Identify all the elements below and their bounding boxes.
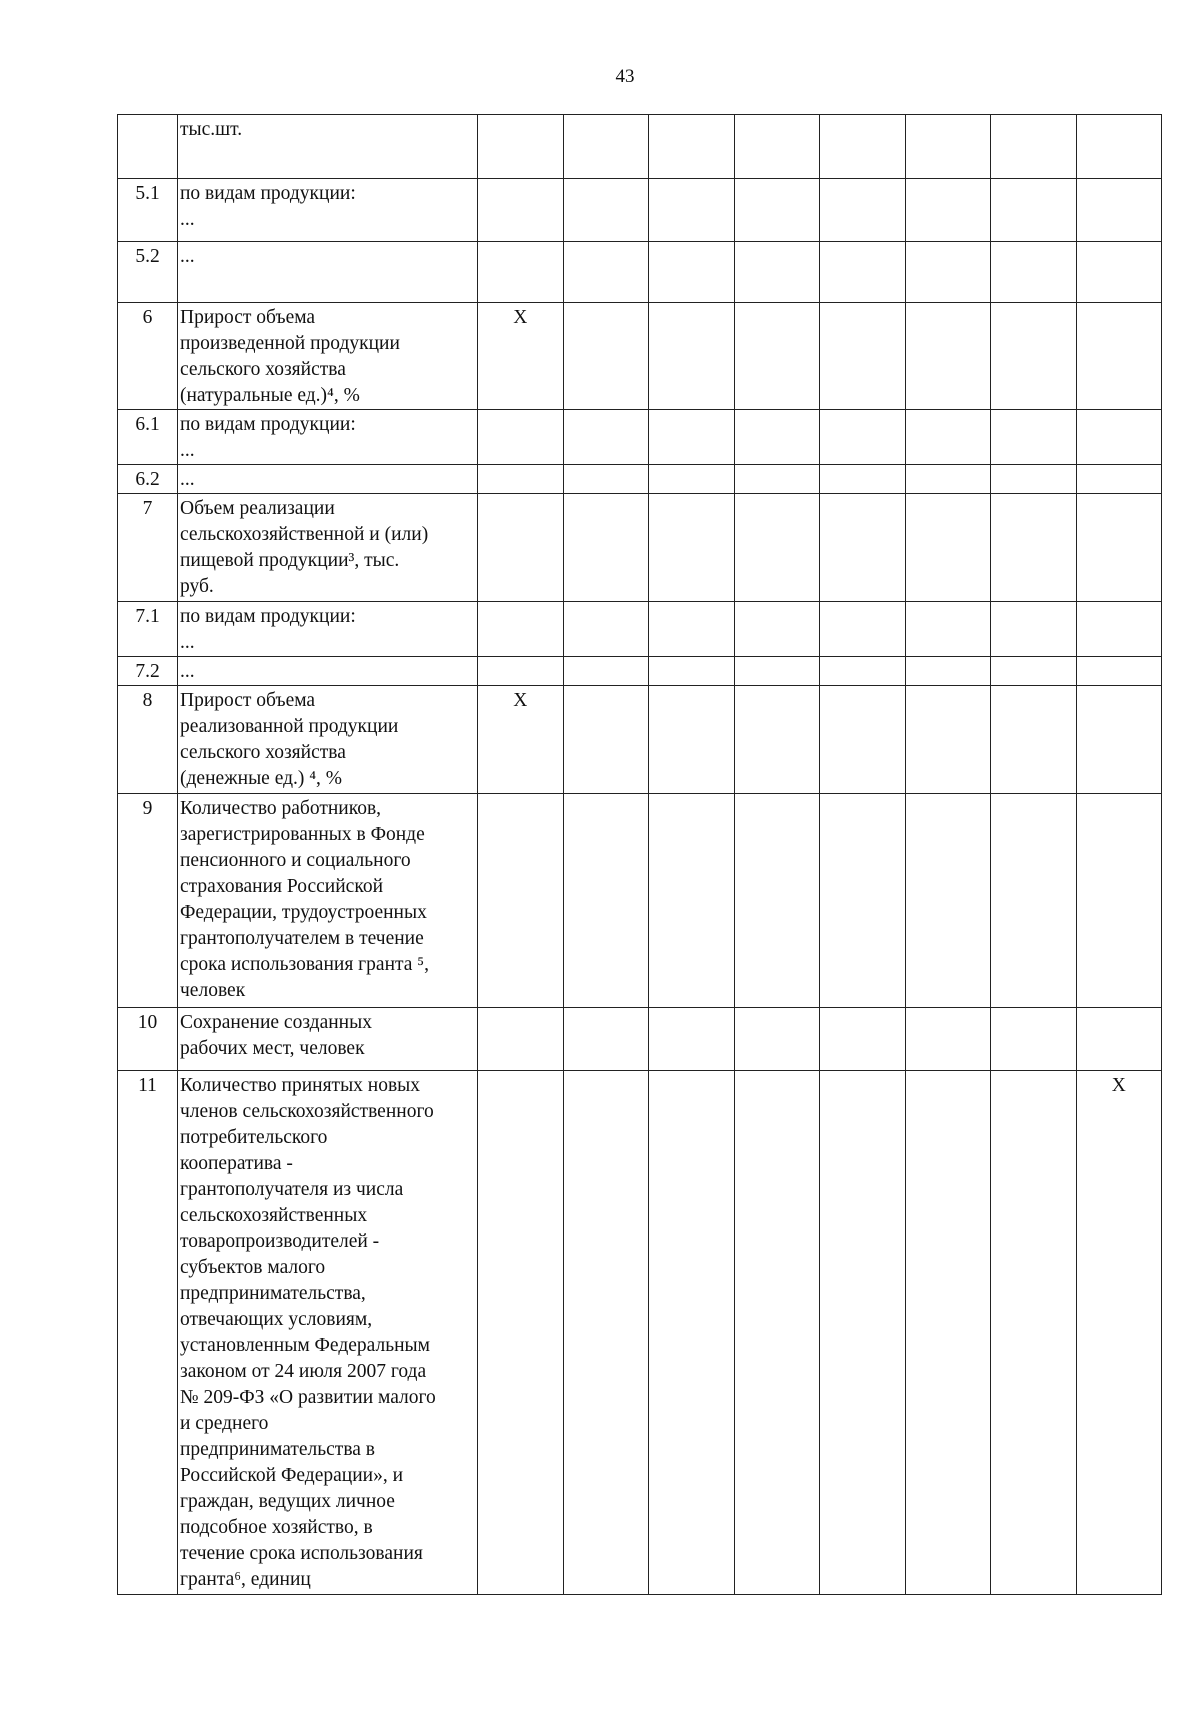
value-cell [563,1008,649,1071]
value-cell [734,494,820,602]
table-row [118,686,1162,794]
table-row [118,242,1162,303]
indicators-table [117,114,1162,1595]
value-cell [563,242,649,303]
value-cell [820,303,906,410]
value-cell [478,1071,564,1595]
indicator-name: Объем реализации сельскохозяйственной и (или) пищевой продукции³, тыс. руб. [178,494,478,602]
value-cell [820,465,906,494]
row-number [118,115,178,179]
table-row [118,494,1162,602]
table-row [118,115,1162,179]
value-cell [478,115,564,179]
value-cell [734,179,820,242]
value-cell [1076,303,1162,410]
value-cell [563,686,649,794]
value-cell [563,465,649,494]
value-cell [563,794,649,1008]
row-number: 6 [118,303,178,410]
value-cell [991,657,1077,686]
value-cell [991,465,1077,494]
value-cell [734,686,820,794]
value-cell [991,686,1077,794]
value-cell [991,410,1077,465]
value-cell [734,410,820,465]
value-cell [820,410,906,465]
value-cell [905,115,991,179]
value-cell [563,602,649,657]
value-cell [991,115,1077,179]
value-cell [649,686,735,794]
value-cell [649,657,735,686]
row-number: 9 [118,794,178,1008]
value-cell [1076,602,1162,657]
table-row [118,602,1162,657]
table-row [118,410,1162,465]
value-cell [563,494,649,602]
value-cell [820,115,906,179]
value-cell [1076,465,1162,494]
value-cell [991,794,1077,1008]
value-cell [649,179,735,242]
indicator-name: Количество работников, зарегистрированных в Фонде пенсионного и социального страхования Российской Федерации, трудоустроенных грантополучателем в течение срока использования гранта ⁵, человек [178,794,478,1008]
value-cell [905,494,991,602]
value-cell [991,179,1077,242]
indicator-name: ... [178,242,478,303]
value-cell [991,494,1077,602]
value-cell [820,794,906,1008]
value-cell [905,242,991,303]
value-cell [478,179,564,242]
value-cell [905,657,991,686]
indicator-name: тыс.шт. [178,115,478,179]
row-number: 5.1 [118,179,178,242]
value-cell [563,657,649,686]
value-cell [820,686,906,794]
value-cell [1076,1008,1162,1071]
value-cell [478,794,564,1008]
indicator-name: Прирост объема произведенной продукции сельского хозяйства (натуральные ед.)⁴, % [178,303,478,410]
indicator-name: Сохранение созданных рабочих мест, человек [178,1008,478,1071]
value-cell [478,242,564,303]
table-row [118,179,1162,242]
value-cell [478,1008,564,1071]
value-cell [734,794,820,1008]
value-cell [649,794,735,1008]
value-cell [563,179,649,242]
value-cell [563,410,649,465]
value-cell [649,242,735,303]
table-row [118,1008,1162,1071]
value-cell [1076,794,1162,1008]
table-row [118,303,1162,410]
table-row [118,465,1162,494]
value-cell [734,1008,820,1071]
row-number: 10 [118,1008,178,1071]
value-cell [734,1071,820,1595]
indicator-name: Прирост объема реализованной продукции сельского хозяйства (денежные ед.) ⁴, % [178,686,478,794]
value-cell [649,494,735,602]
value-cell [1076,179,1162,242]
value-cell [649,465,735,494]
value-cell [1076,242,1162,303]
value-cell [734,657,820,686]
value-cell [649,115,735,179]
not-applicable-mark: X [478,303,564,410]
value-cell [649,303,735,410]
row-number: 8 [118,686,178,794]
value-cell [478,410,564,465]
not-applicable-mark: X [478,686,564,794]
value-cell [734,465,820,494]
table-row [118,794,1162,1008]
value-cell [734,115,820,179]
value-cell [649,410,735,465]
value-cell [991,1008,1077,1071]
row-number: 7 [118,494,178,602]
value-cell [820,657,906,686]
value-cell [478,657,564,686]
value-cell [734,602,820,657]
page-number: 43 [615,66,635,87]
value-cell [905,1071,991,1595]
value-cell [1076,115,1162,179]
value-cell [905,410,991,465]
indicator-name: Количество принятых новых членов сельскохозяйственного потребительского кооператива - грантополучателя из числа сельскохозяйственных товаропроизводителей - субъектов малого предпринимательства, отвечающих условиям, установленным Федеральным законом от 24 июля 2007 года № 209-ФЗ «О развитии малого и среднего предпринимательства в Российской Федерации», и граждан, ведущих личное подсобное хозяйство, в течение срока использования гранта⁶, единиц [178,1071,478,1595]
value-cell [820,494,906,602]
value-cell [820,1008,906,1071]
value-cell [991,602,1077,657]
value-cell [478,465,564,494]
value-cell [734,242,820,303]
value-cell [563,115,649,179]
value-cell [649,1008,735,1071]
value-cell [649,1071,735,1595]
row-number: 6.2 [118,465,178,494]
value-cell [1076,494,1162,602]
value-cell [991,242,1077,303]
value-cell [820,1071,906,1595]
row-number: 7.2 [118,657,178,686]
value-cell [478,602,564,657]
value-cell [478,494,564,602]
value-cell [820,242,906,303]
value-cell [905,303,991,410]
value-cell [905,686,991,794]
value-cell [905,179,991,242]
value-cell [649,602,735,657]
value-cell [905,794,991,1008]
value-cell [991,303,1077,410]
value-cell [820,179,906,242]
value-cell [1076,657,1162,686]
row-number: 6.1 [118,410,178,465]
indicator-name: по видам продукции: ... [178,602,478,657]
value-cell [1076,410,1162,465]
table-row [118,657,1162,686]
value-cell [905,465,991,494]
value-cell [991,1071,1077,1595]
not-applicable-mark: X [1076,1071,1162,1595]
indicator-name: по видам продукции: ... [178,410,478,465]
value-cell [563,303,649,410]
value-cell [563,1071,649,1595]
indicator-name: ... [178,657,478,686]
row-number: 7.1 [118,602,178,657]
indicator-name: ... [178,465,478,494]
table-row [118,1071,1162,1595]
indicator-name: по видам продукции: ... [178,179,478,242]
row-number: 5.2 [118,242,178,303]
value-cell [1076,686,1162,794]
value-cell [734,303,820,410]
row-number: 11 [118,1071,178,1595]
value-cell [820,602,906,657]
value-cell [905,1008,991,1071]
value-cell [905,602,991,657]
